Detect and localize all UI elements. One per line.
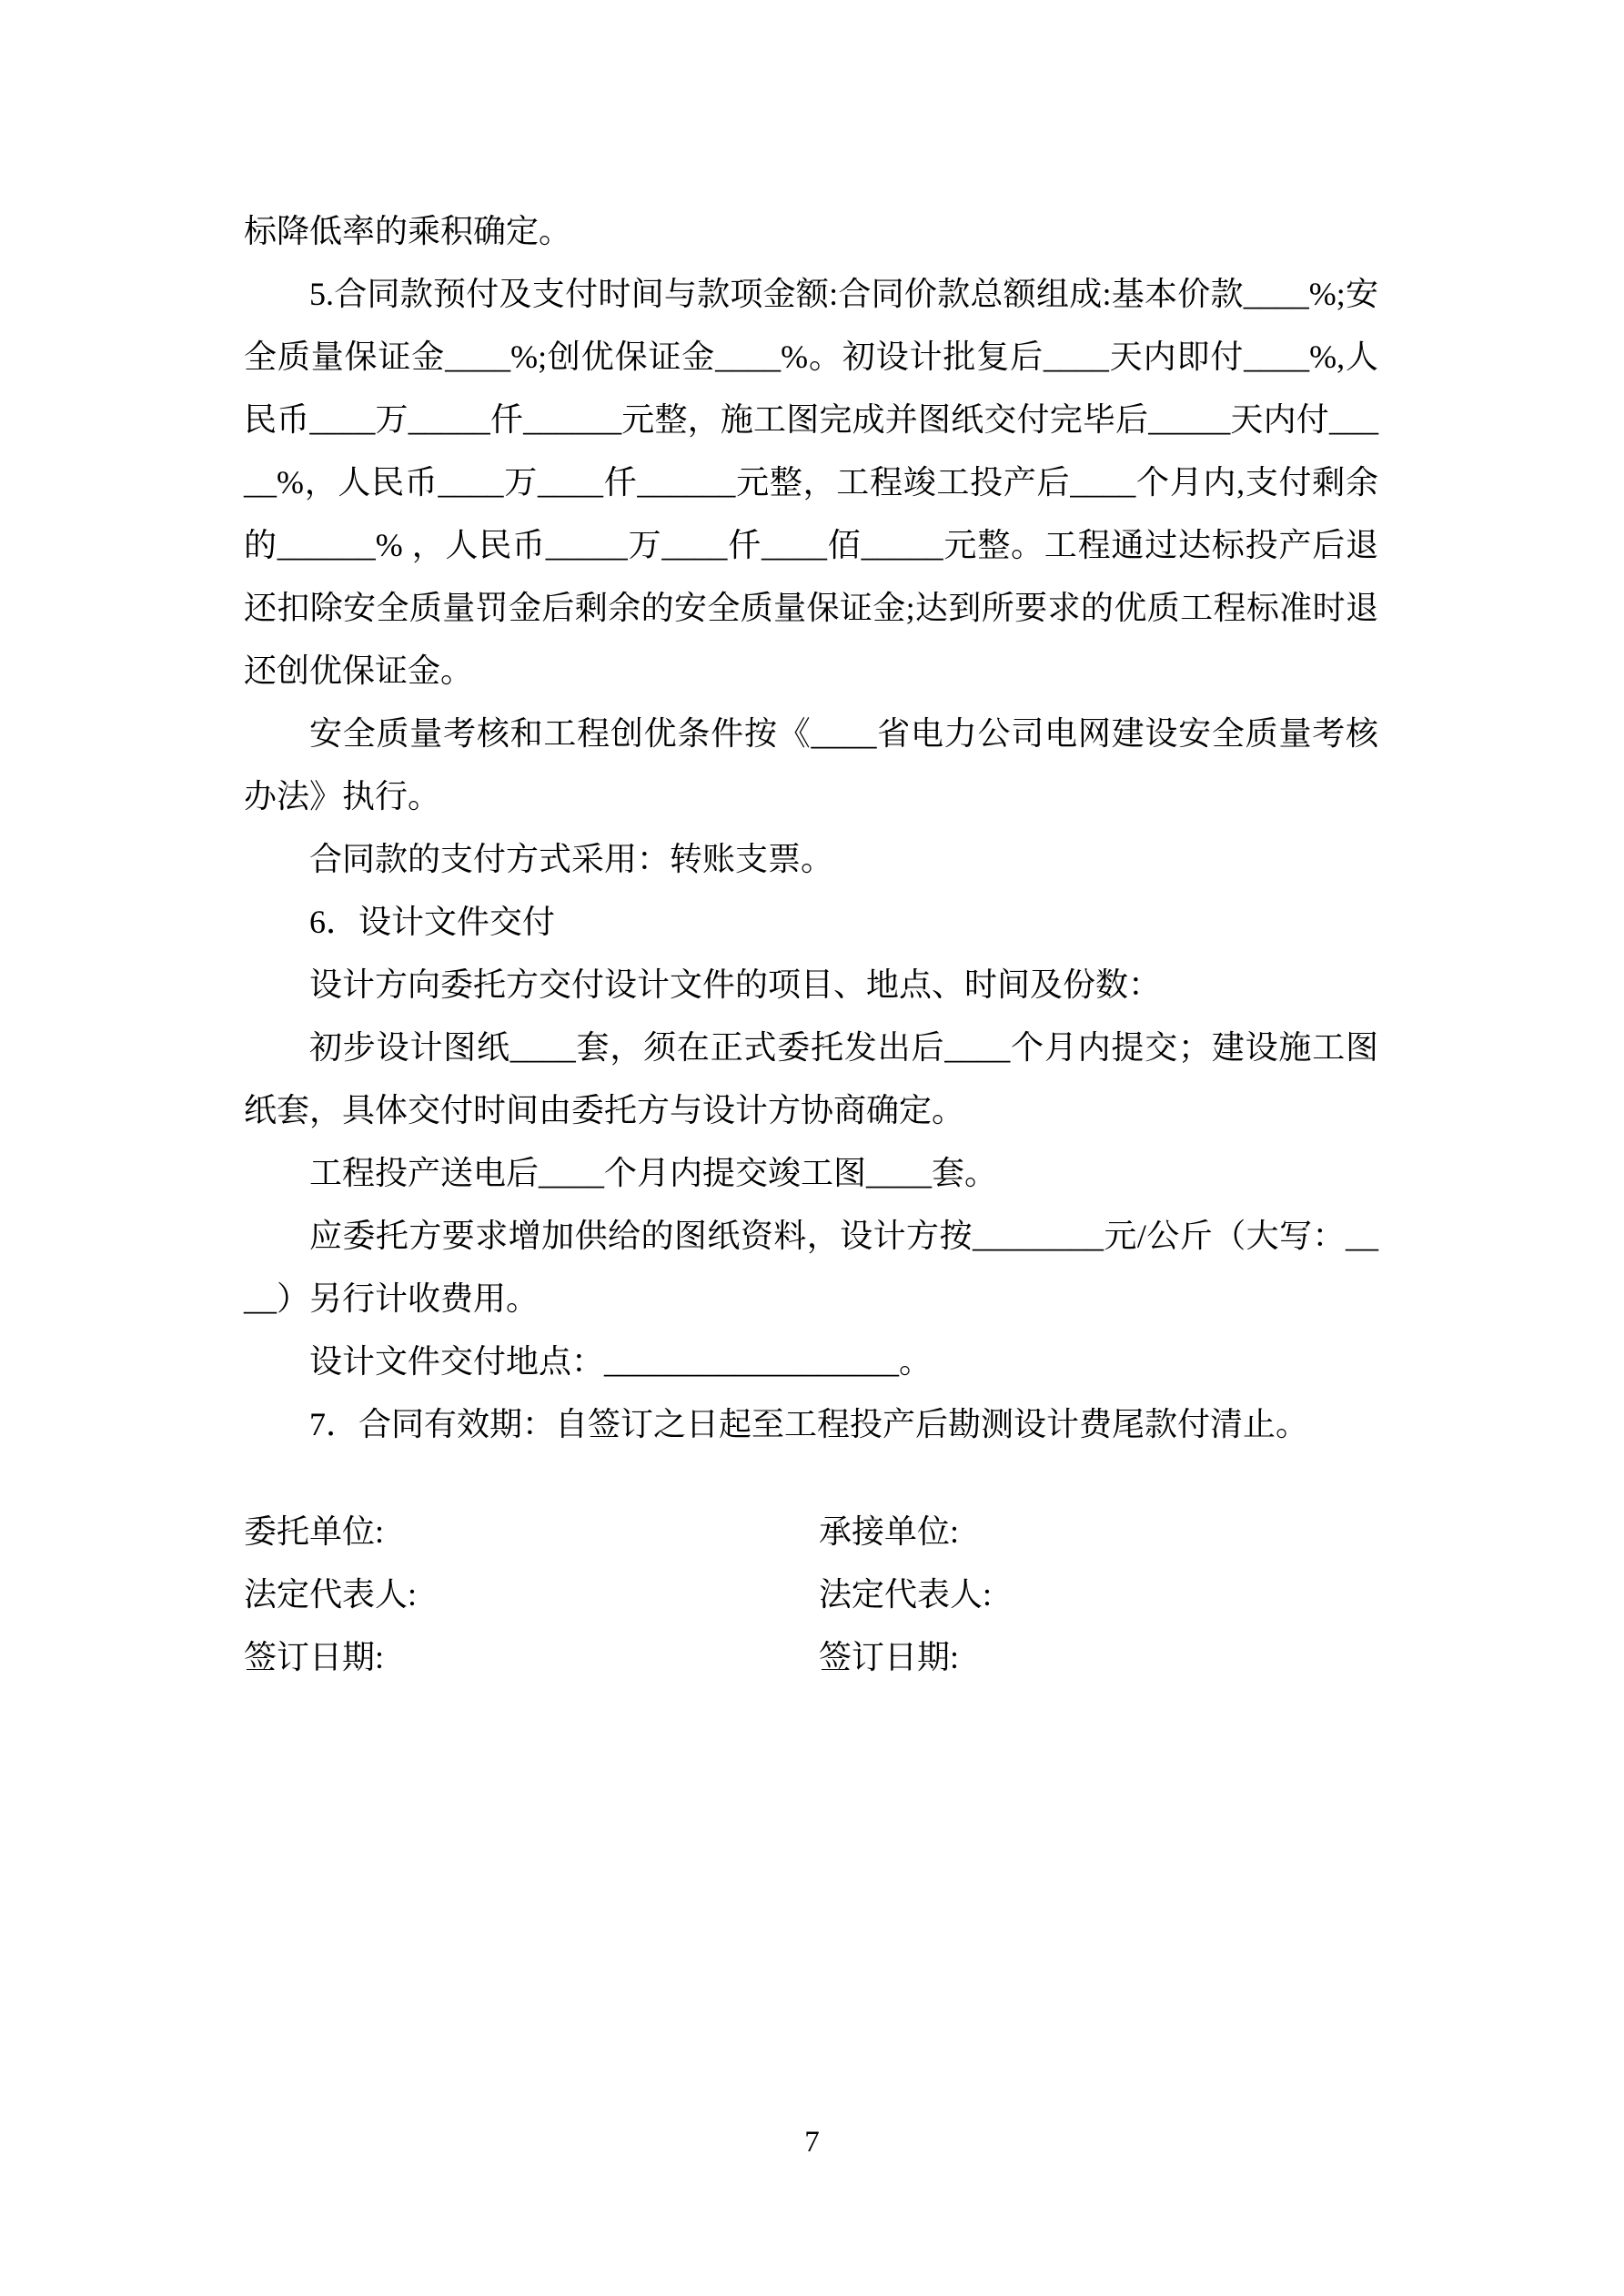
signature-row-representatives [244,1563,1378,1626]
client-sign-date-label: 签订日期: [244,1639,385,1675]
signature-row-dates [244,1626,1378,1689]
paragraph-quality-assessment: 安全质量考核和工程创优条件按《____省电力公司电网建设安全质量考核办法》执行。 [244,715,1378,814]
signature-block [244,1501,1378,1689]
paragraph-clause-6-heading: 6．设计文件交付 [309,904,556,940]
paragraph-asbuilt-drawings: 工程投产送电后____个月内提交竣工图____套。 [309,1155,998,1191]
document-body [244,200,1378,1689]
paragraph-clause-7-validity: 7．合同有效期：自签订之日起至工程投产后勘测设计费尾款付清止。 [309,1406,1309,1442]
client-unit-label: 委托单位: [244,1513,385,1550]
page-footer [0,2122,1624,2162]
page-number: 7 [804,2126,820,2159]
contractor-unit-label: 承接单位: [819,1513,960,1550]
contractor-sign-date-label: 签订日期: [819,1639,960,1675]
paragraph-delivery-location: 设计文件交付地点：__________________。 [309,1343,933,1380]
signature-row-units [244,1501,1378,1563]
paragraph-delivery-intro: 设计方向委托方交付设计文件的项目、地点、时间及份数： [309,966,1162,1003]
paragraph-continuation: 标降低率的乘积确定。 [244,213,572,249]
client-representative-label: 法定代表人: [244,1576,418,1613]
paragraph-clause-5-payment: 5.合同款预付及支付时间与款项金额:合同价款总额组成:基本价款____%;安全质量保证金____%;创优保证金____%。初设计批复后____天内即付____%,人民币____万_____仟______元整，施工图完成并图纸交付完毕后_____天内付_____%，人民币____万____仟______元整，工程竣工投产后____个月内,支付剩余的______% ，人民币_____万____仟____佰_____元整。工程通过达标投产后退还扣除安全质量罚金后剩余的安全质量保证金;达到所要求的优质工程标准时退还创优保证金。 [244,276,1378,689]
paragraph-preliminary-drawings: 初步设计图纸____套，须在正式委托发出后____个月内提交；建设施工图纸套，具体交付时间由委托方与设计方协商确定。 [244,1029,1378,1128]
paragraph-payment-method: 合同款的支付方式采用：转账支票。 [309,841,834,877]
contractor-representative-label: 法定代表人: [819,1576,993,1613]
paragraph-extra-drawings-fee: 应委托方要求增加供给的图纸资料，设计方按________元/公斤（大写：____）另行计收费用。 [244,1218,1378,1317]
